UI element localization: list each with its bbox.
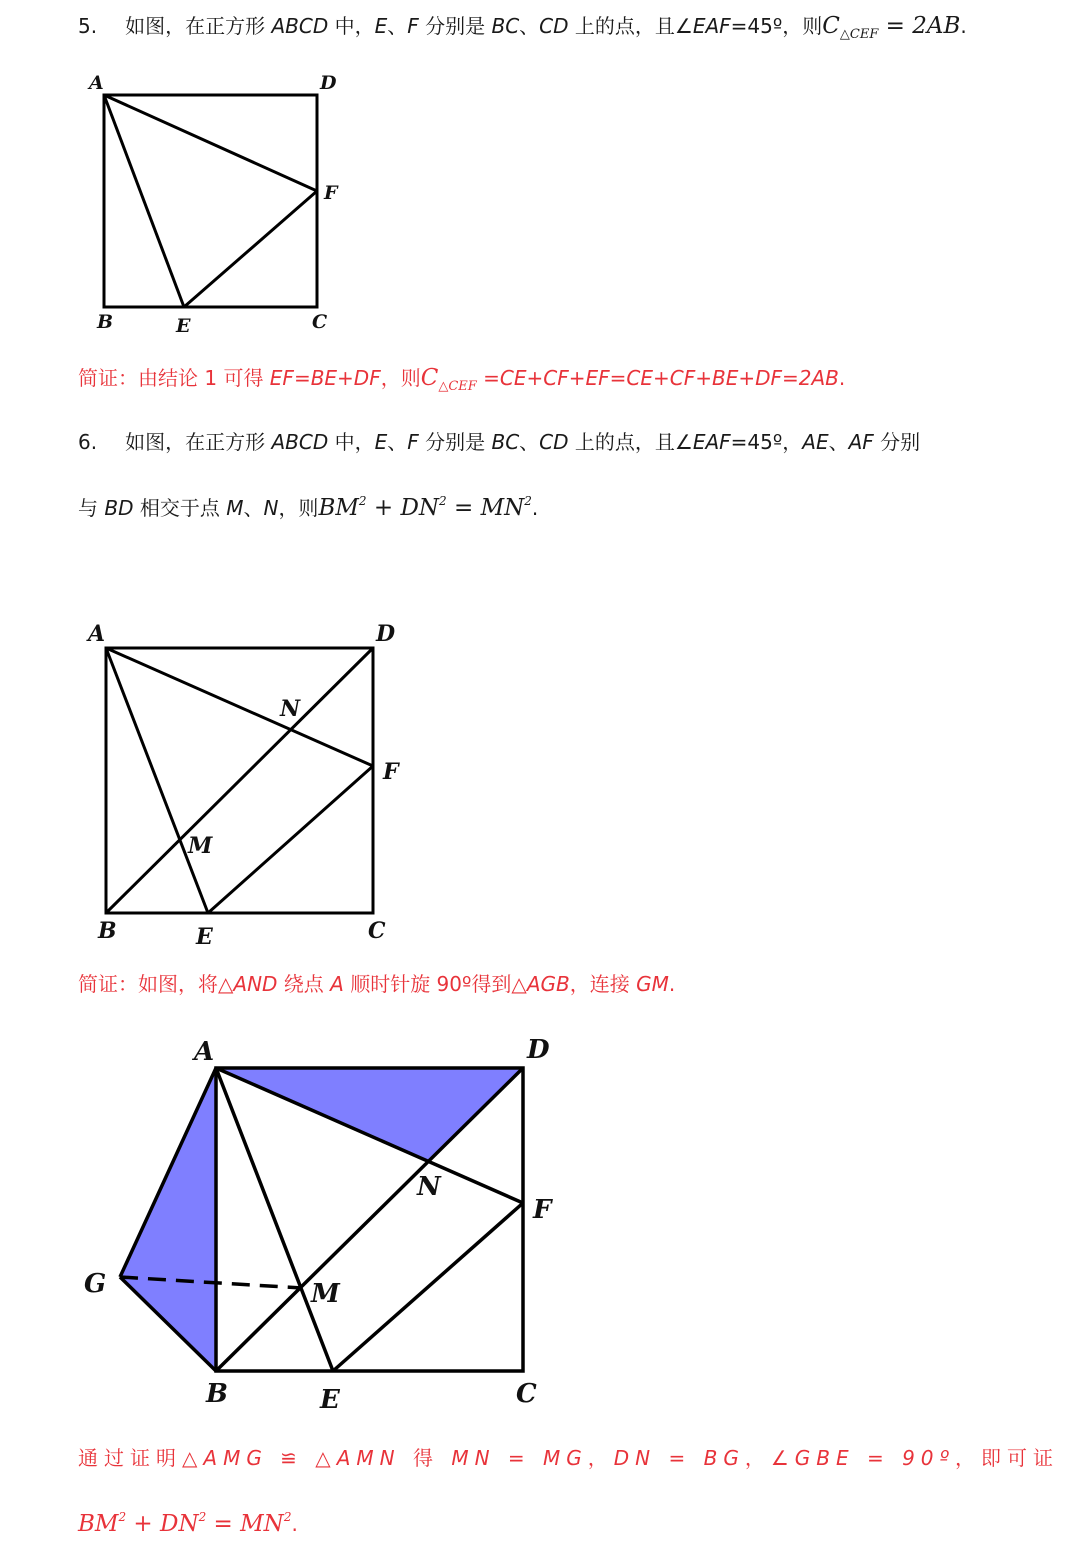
proof-5: 简证：由结论 1 可得 EF=BE+DF，则$C_{\triangle CEF} =CE+CF+EF=CE+CF+BE+DF=2AB$.	[78, 365, 846, 394]
proof-6-formula: $BM^2 + DN^2 = MN^2$.	[78, 1510, 298, 1537]
problem-5: 5. 如图，在正方形 ABCD 中，E、F 分别是 BC、CD 上的点，且∠EAF=45º，则$C_{\triangle CEF} = 2AB$.	[78, 13, 967, 42]
perimeter-symbol: C	[822, 13, 840, 39]
label-c: C	[312, 311, 328, 333]
label-d: D	[376, 621, 396, 647]
label-e: E	[196, 924, 213, 950]
label-m: M	[311, 1279, 340, 1309]
label-c: C	[368, 918, 386, 944]
label-a: A	[89, 72, 104, 94]
label-e: E	[176, 315, 191, 337]
problem-6: 6. 如图，在正方形 ABCD 中，E、F 分别是 BC、CD 上的点，且∠EAF=45º，AE、AF 分别	[78, 430, 921, 454]
label-f: F	[383, 759, 399, 785]
label-f: F	[533, 1195, 552, 1225]
label-d: D	[320, 72, 337, 94]
label-m: M	[188, 833, 213, 859]
label-e: E	[320, 1385, 340, 1415]
label-b: B	[97, 311, 114, 333]
label-b: B	[98, 918, 117, 944]
label-a: A	[194, 1037, 215, 1067]
label-a: A	[88, 621, 106, 647]
proof-6-conclusion: 通过证明△AMG ≌ △AMN 得 MN = MG，DN = BG，∠GBE = 90º，即可证	[78, 1446, 1059, 1470]
label-n: N	[417, 1172, 441, 1202]
label-c: C	[516, 1379, 537, 1409]
label-g: G	[84, 1269, 107, 1299]
problem-6-line-2: 与 BD 相交于点 M、N，则$BM^2 + DN^2 = MN^2$.	[78, 494, 539, 521]
label-b: B	[206, 1379, 228, 1409]
problem-number: 5.	[78, 14, 98, 38]
label-n: N	[280, 696, 301, 722]
label-f: F	[324, 182, 338, 204]
proof-6-intro: 简证：如图，将△AND 绕点 A 顺时针旋 90º得到△AGB，连接 GM.	[78, 972, 676, 996]
problem-number: 6.	[78, 430, 98, 454]
label-d: D	[527, 1035, 550, 1065]
